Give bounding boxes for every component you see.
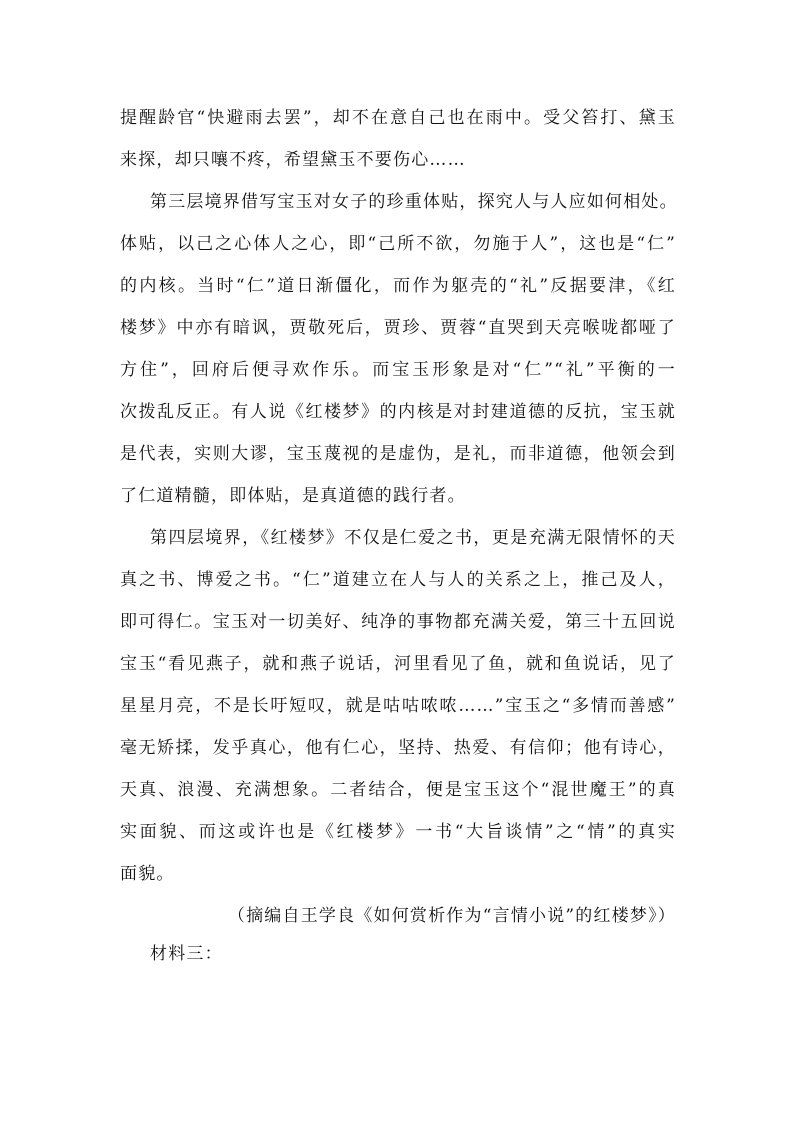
paragraph-line: 星星月亮，不是长吁短叹，就是咕咕哝哝……”宝玉之“多情而善感” [120, 696, 676, 716]
paragraph-line: 了仁道精髓，即体贴，是真道德的践行者。 [120, 486, 466, 506]
paragraph-line: 楼梦》中亦有暗讽，贾敬死后，贾珍、贾蓉“直哭到天亮喉咙都哑了 [120, 318, 676, 338]
paragraph-line: 面貌。 [120, 864, 175, 884]
paragraph-line: 天真、浪漫、充满想象。二者结合，便是宝玉这个“混世魔王”的真 [120, 780, 676, 800]
paragraph-line: 次拨乱反正。有人说《红楼梦》的内核是对封建道德的反抗，宝玉就 [120, 402, 676, 422]
paragraph-line: 是代表，实则大谬，宝玉蔑视的是虚伪，是礼，而非道德，他领会到 [120, 444, 676, 464]
paragraph-line: 第三层境界借写宝玉对女子的珍重体贴，探究人与人应如何相处。 [150, 192, 678, 212]
section-heading: 材料三： [150, 944, 223, 964]
paragraph-line: 第四层境界，《红楼梦》不仅是仁爱之书，更是充满无限情怀的天 [150, 528, 676, 548]
paragraph-line: 即可得仁。宝玉对一切美好、纯净的事物都充满关爱，第三十五回说 [120, 612, 676, 632]
source-citation: （摘编自王学良《如何赏析作为“言情小说”的红楼梦》） [227, 906, 676, 926]
paragraph-line: 提醒龄官“快避雨去罢”，却不在意自己也在雨中。受父笞打、黛玉 [120, 108, 676, 128]
paragraph-line: 真之书、博爱之书。“仁”道建立在人与人的关系之上，推己及人， [120, 570, 676, 590]
paragraph-line: 方住”，回府后便寻欢作乐。而宝玉形象是对“仁”“礼”平衡的一 [120, 360, 676, 380]
paragraph-line: 来探，却只嚷不疼，希望黛玉不要伤心…… [120, 150, 466, 170]
paragraph-line: 实面貌、而这或许也是《红楼梦》一书“大旨谈情”之“情”的真实 [120, 822, 676, 842]
paragraph-line: 的内核。当时“仁”道日渐僵化，而作为躯壳的“礼”反据要津，《红 [120, 276, 676, 296]
paragraph-line: 宝玉“看见燕子，就和燕子说话，河里看见了鱼，就和鱼说话，见了 [120, 654, 676, 674]
paragraph-line: 毫无矫揉，发乎真心，他有仁心，坚持、热爱、有信仰；他有诗心， [120, 738, 676, 758]
paragraph-line: 体贴，以己之心体人之心，即“己所不欲，勿施于人”，这也是“仁” [120, 234, 676, 254]
